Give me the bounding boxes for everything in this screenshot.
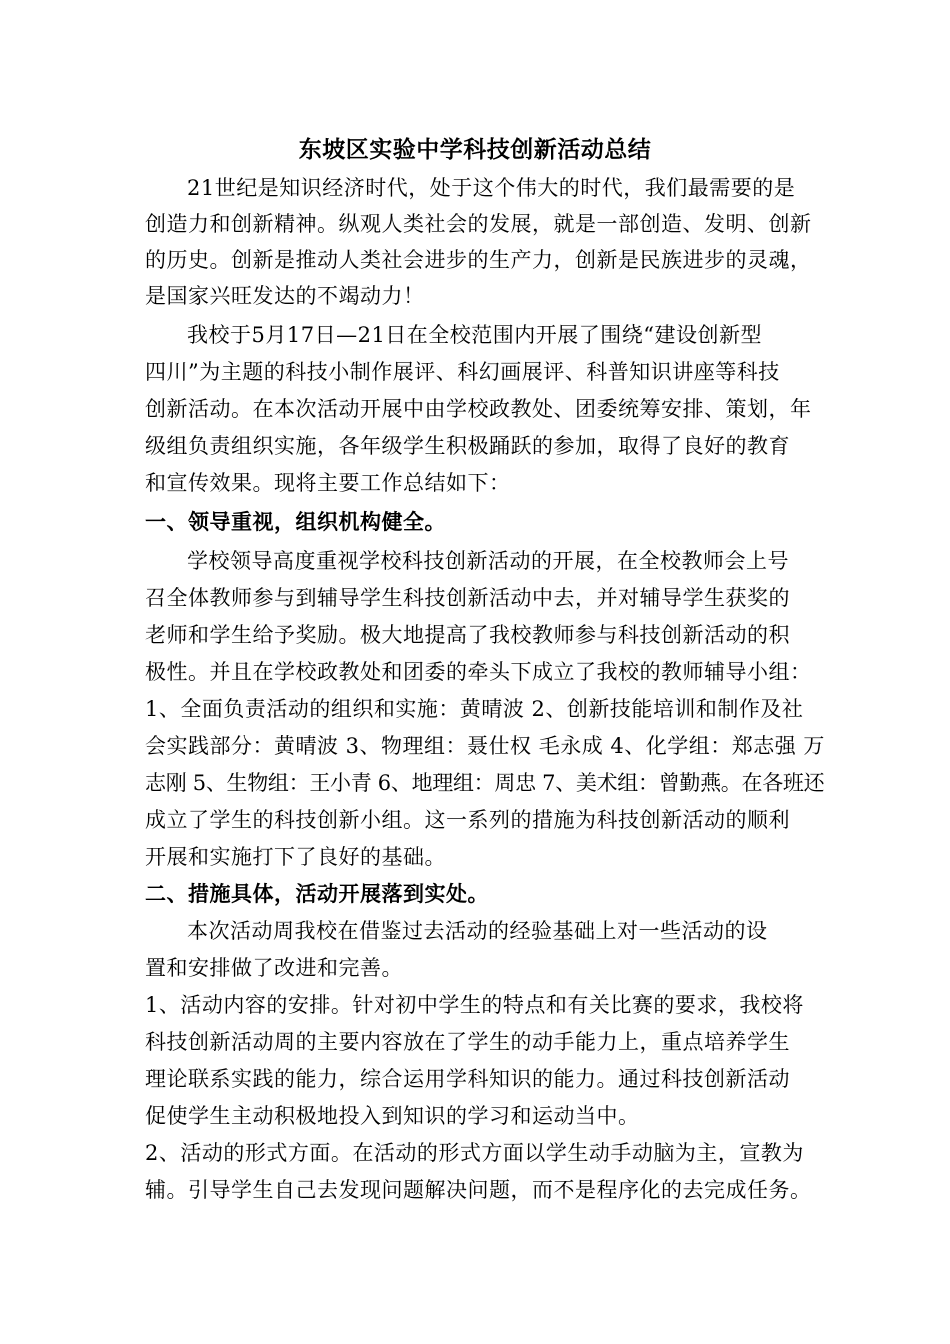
paragraph-line: 四川”为主题的科技小制作展评、科幻画展评、科普知识讲座等科技 (145, 360, 780, 384)
paragraph-line: 和宣传效果。现将主要工作总结如下： (145, 471, 511, 495)
section-heading-1: 一、领导重视，组织机构健全。 (145, 510, 446, 534)
paragraph-line: 本次活动周我校在借鉴过去活动的经验基础上对一些活动的设 (187, 919, 768, 943)
paragraph-line: 召全体教师参与到辅导学生科技创新活动中去，并对辅导学生获奖的 (145, 586, 790, 610)
paragraph-line: 2、活动的形式方面。在活动的形式方面以学生动手动脑为主，宣教为 (145, 1141, 804, 1165)
paragraph-line: 我校于5月17日—21日在全校范围内开展了围绕“建设创新型 (187, 323, 763, 347)
paragraph-line: 学校领导高度重视学校科技创新活动的开展，在全校教师会上号 (187, 549, 789, 573)
paragraph-line: 级组负责组织实施，各年级学生积极踊跃的参加，取得了良好的教育 (145, 434, 790, 458)
paragraph-line: 理论联系实践的能力，综合运用学科知识的能力。通过科技创新活动 (145, 1067, 790, 1091)
paragraph-line: 促使学生主动积极地投入到知识的学习和运动当中。 (145, 1104, 640, 1128)
paragraph-line: 1、全面负责活动的组织和实施：黄晴波 2、创新技能培训和制作及社 (145, 697, 804, 721)
paragraph-line: 是国家兴旺发达的不竭动力！ (145, 284, 425, 308)
paragraph-line: 辅。引导学生自己去发现问题解决问题，而不是程序化的去完成任务。 (145, 1178, 812, 1202)
paragraph-line: 1、活动内容的安排。针对初中学生的特点和有关比赛的要求，我校将 (145, 993, 804, 1017)
paragraph-line: 科技创新活动周的主要内容放在了学生的动手能力上，重点培养学生 (145, 1030, 790, 1054)
paragraph-line: 会实践部分：黄晴波 3、物理组：聂仕权 毛永成 4、化学组：郑志强 万 (145, 734, 825, 758)
paragraph-line: 创新活动。在本次活动开展中由学校政教处、团委统筹安排、策划，年 (145, 397, 812, 421)
paragraph-line: 开展和实施打下了良好的基础。 (145, 845, 446, 869)
paragraph-line: 老师和学生给予奖励。极大地提高了我校教师参与科技创新活动的积 (145, 623, 790, 647)
paragraph-line: 创造力和创新精神。纵观人类社会的发展，就是一部创造、发明、创新 (145, 212, 812, 236)
paragraph-line: 极性。并且在学校政教处和团委的牵头下成立了我校的教师辅导小组： (145, 660, 812, 684)
paragraph-line: 21世纪是知识经济时代，处于这个伟大的时代，我们最需要的是 (187, 176, 796, 200)
paragraph-line: 的历史。创新是推动人类社会进步的生产力，创新是民族进步的灵魂， (145, 248, 812, 272)
paragraph-line: 置和安排做了改进和完善。 (145, 956, 403, 980)
document-title: 东坡区实验中学科技创新活动总结 (298, 137, 652, 163)
section-heading-2: 二、措施具体，活动开展落到实处。 (145, 882, 489, 906)
paragraph-line: 志刚 5、生物组：王小青 6、地理组：周忠 7、美术组：曾勤燕。在各班还 (145, 771, 825, 795)
paragraph-line: 成立了学生的科技创新小组。这一系列的措施为科技创新活动的顺利 (145, 808, 790, 832)
